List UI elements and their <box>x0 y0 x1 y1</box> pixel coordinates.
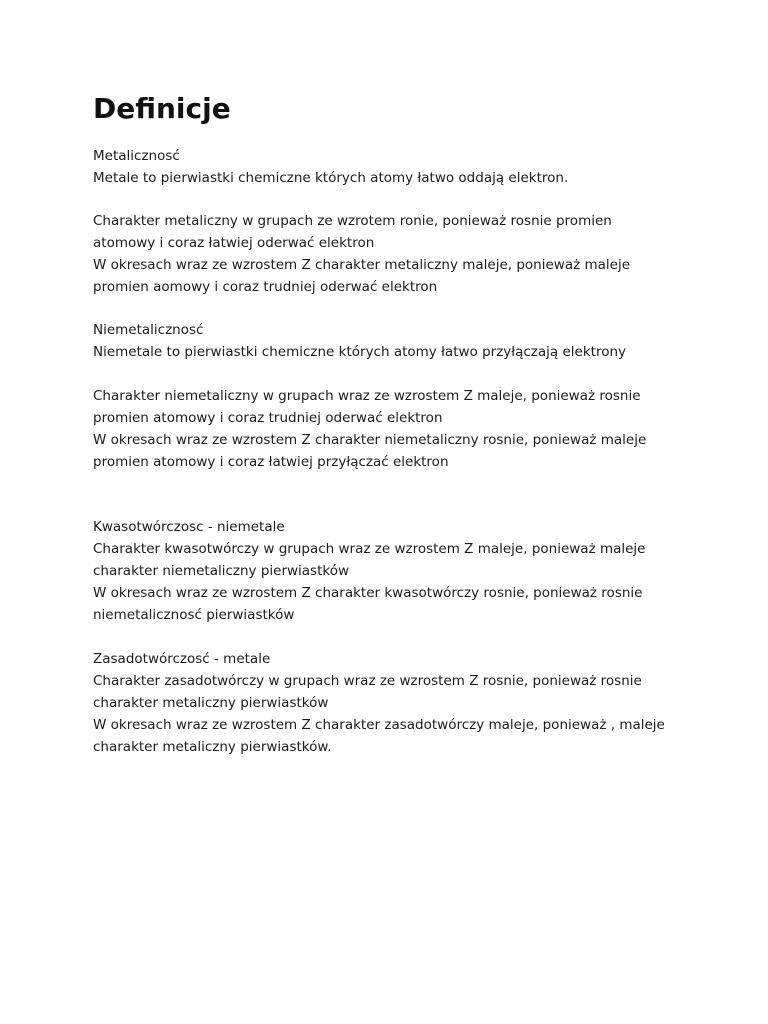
text-line: atomowy i coraz łatwiej oderwać elektron <box>93 234 375 251</box>
section-heading-kwasotworczosc: Kwasotwórczosc - niemetale <box>93 519 285 535</box>
paragraph-zasadotworczosc <box>93 649 665 759</box>
page-title: Definicje <box>93 92 231 125</box>
text-line: Charakter metaliczny w grupach ze wzrotem ronie, ponieważ rosnie promien <box>93 213 612 229</box>
paragraph-metalicznosc <box>93 146 568 190</box>
text-line: promien atomowy i coraz łatwiej przyłączać elektron <box>93 453 449 470</box>
text-line: W okresach wraz ze wzrostem Z charakter zasadotwórczy maleje, ponieważ , maleje <box>93 716 665 733</box>
paragraph-nonmetallic-character <box>93 386 646 474</box>
section-heading-metalicznosc: Metalicznosć <box>93 148 180 164</box>
text-line: charakter niemetaliczny pierwiastków <box>93 562 350 579</box>
text-line: Charakter niemetaliczny w grupach wraz ze wzrostem Z maleje, ponieważ rosnie <box>93 388 641 404</box>
text-line: niemetalicznosć pierwiastków <box>93 606 295 623</box>
text-line: promien atomowy i coraz trudniej oderwać elektron <box>93 409 443 426</box>
text-line: Metale to pierwiastki chemiczne których atomy łatwo oddają elektron. <box>93 169 569 186</box>
text-line: charakter metaliczny pierwiastków <box>93 694 329 711</box>
text-line: Charakter kwasotwórczy w grupach wraz ze wzrostem Z maleje, ponieważ maleje <box>93 540 646 557</box>
paragraph-kwasotworczosc <box>93 517 646 627</box>
paragraph-metallic-character <box>93 211 630 299</box>
section-heading-zasadotworczosc: Zasadotwórczosć - metale <box>93 651 271 667</box>
text-line: charakter metaliczny pierwiastków. <box>93 738 332 755</box>
text-line: W okresach wraz ze wzrostem Z charakter metaliczny maleje, ponieważ maleje <box>93 256 631 273</box>
text-line: W okresach wraz ze wzrostem Z charakter niemetaliczny rosnie, ponieważ maleje <box>93 431 647 448</box>
text-line: Niemetale to pierwiastki chemiczne których atomy łatwo przyłączają elektrony <box>93 343 627 360</box>
section-heading-niemetalicznosc: Niemetalicznosć <box>93 322 204 338</box>
paragraph-niemetalicznosc <box>93 320 626 364</box>
text-line: Charakter zasadotwórczy w grupach wraz ze wzrostem Z rosnie, ponieważ rosnie <box>93 672 642 689</box>
text-line: W okresach wraz ze wzrostem Z charakter kwasotwórczy rosnie, ponieważ rosnie <box>93 584 643 601</box>
text-line: promien aomowy i coraz trudniej oderwać elektron <box>93 278 438 295</box>
